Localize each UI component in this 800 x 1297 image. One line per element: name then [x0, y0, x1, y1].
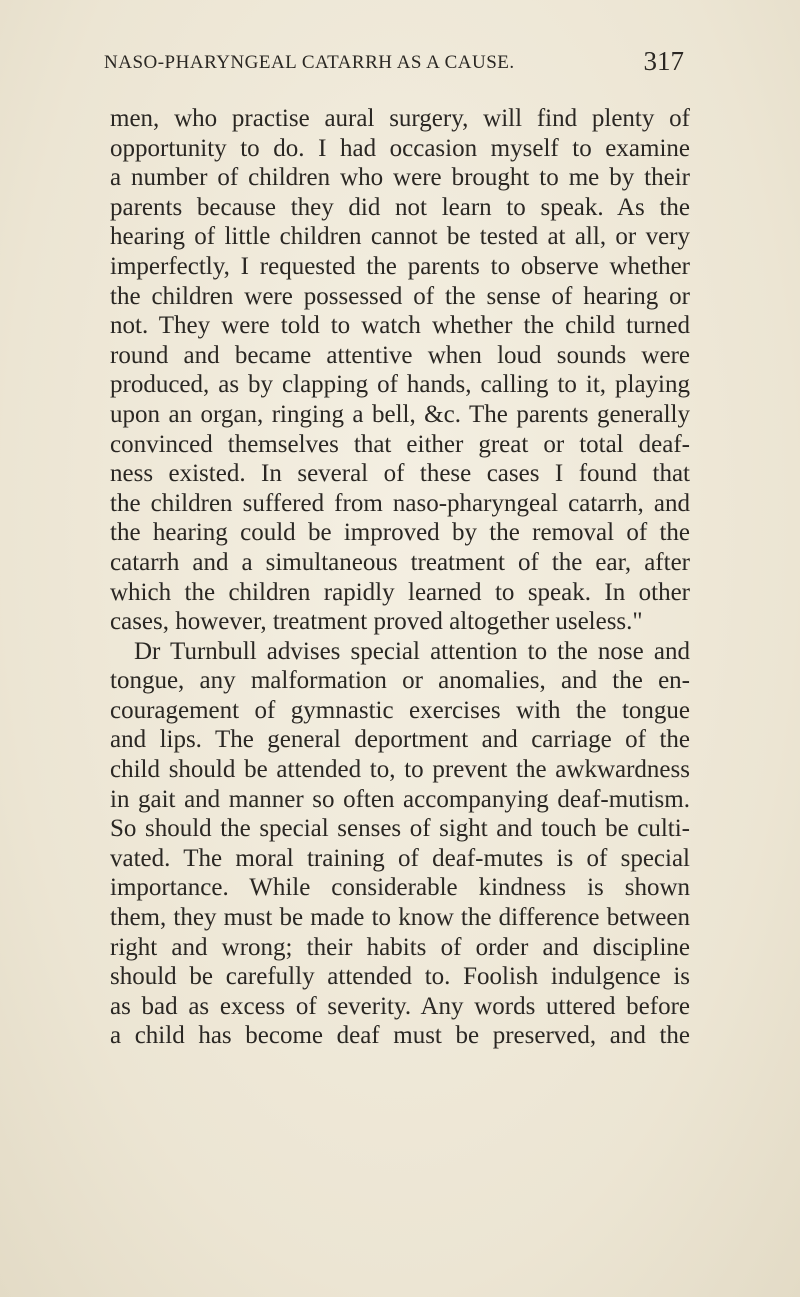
text-line: men, who practise aural surgery, will find plenty of [110, 105, 690, 132]
text-line: Dr Turnbull advises special attention to the nose and [134, 637, 690, 665]
text-line: vated. The moral training of deaf-mutes is of special [110, 844, 690, 872]
page-header [104, 46, 684, 82]
text-line: catarrh and a simultaneous treatment of the ear, after [110, 548, 690, 576]
text-line: importance. While considerable kindness is shown [110, 874, 690, 902]
text-line: tongue, any malformation or anomalies, and the en- [110, 667, 690, 695]
text-line: produced, as by clapping of hands, calling to it, playing [110, 371, 690, 399]
text-line: ness existed. In several of these cases I found that [110, 460, 690, 488]
page-number: 317 [643, 46, 684, 76]
text-line: which the children rapidly learned to speak. In other [110, 578, 690, 606]
text-line: opportunity to do. I had occasion myself to examine [110, 134, 690, 162]
text-line: child should be attended to, to prevent the awkwardness [110, 756, 690, 784]
text-line: the children were possessed of the sense of hearing or [110, 282, 690, 310]
text-line: not. They were told to watch whether the child turned [110, 312, 690, 340]
text-line: and lips. The general deportment and carriage of the [110, 726, 690, 754]
text-line: the hearing could be improved by the removal of the [110, 519, 690, 547]
text-line: a number of children who were brought to me by their [110, 164, 690, 192]
text-line: cases, however, treatment proved altogether useless." [110, 608, 643, 636]
text-line: convinced themselves that either great or total deaf- [110, 430, 690, 458]
text-line: upon an organ, ringing a bell, &c. The parents generally [110, 400, 690, 428]
text-line: couragement of gymnastic exercises with the tongue [110, 696, 690, 724]
body-text [110, 104, 690, 1051]
running-head: NASO-PHARYNGEAL CATARRH AS A CAUSE. [104, 52, 515, 73]
text-line: right and wrong; their habits of order and discipline [110, 933, 690, 961]
text-line: in gait and manner so often accompanying deaf-mutism. [110, 785, 690, 813]
text-line: imperfectly, I requested the parents to observe whether [110, 252, 690, 280]
text-line: as bad as excess of severity. Any words uttered before [110, 992, 690, 1020]
text-line: the children suffered from naso-pharyngeal catarrh, and [110, 489, 690, 517]
text-line: So should the special senses of sight and touch be culti- [110, 815, 690, 843]
text-line: should be carefully attended to. Foolish indulgence is [110, 963, 690, 991]
text-line: them, they must be made to know the difference between [110, 904, 690, 932]
text-line: hearing of little children cannot be tested at all, or very [110, 223, 690, 251]
text-line: parents because they did not learn to speak. As the [110, 193, 690, 221]
text-line: a child has become deaf must be preserved, and the [110, 1022, 690, 1050]
text-line: round and became attentive when loud sounds were [110, 341, 690, 369]
